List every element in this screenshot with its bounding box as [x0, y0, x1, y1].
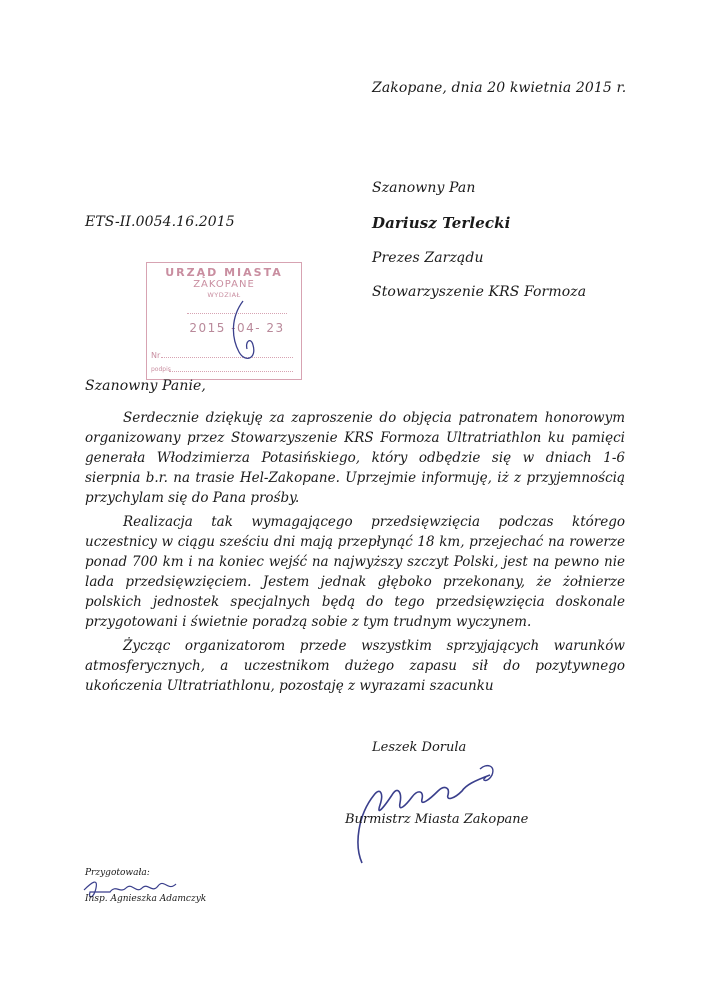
recipient-name: Dariusz Terlecki — [372, 214, 511, 232]
paragraph-3: Życząc organizatorom przede wszystkim sprzyjających warunków atmosferycznych, a uczestnikom dużego zapasu sił do pozytywnego ukończenia Ultratriathlonu, pozostaję z wyrazami szacunku — [85, 638, 625, 694]
reference-number: ETS-II.0054.16.2015 — [85, 214, 235, 230]
stamp-line3: WYDZIAŁ — [207, 291, 241, 299]
salutation: Szanowny Panie, — [85, 378, 206, 394]
paragraph-1: Serdecznie dziękuję za zaproszenie do objęcia patronatem honorowym organizowany przez Stowarzyszenie KRS Formoza Ultratriathlon ku pamięci generała Włodzimierza Potasińskiego, który odbędzie się w dniach 1-6 sierpnia b.r. na trasie Hel-Zakopane. Uprzejmie informuję, iż z przyjemnością przychylam się do Pana prośby. — [85, 410, 625, 506]
signer-role: Burmistrz Miasta Zakopane — [345, 812, 529, 827]
stamp-sign-label: podpis — [151, 366, 171, 373]
stamp-line1: URZĄD MIASTA — [165, 266, 283, 279]
prepared-by-name: Insp. Agnieszka Adamczyk — [85, 894, 207, 904]
stamp-date: 2015 -04- 23 — [187, 313, 287, 342]
received-stamp — [146, 262, 302, 380]
recipient-greeting: Szanowny Pan — [372, 180, 476, 196]
prepared-by-label: Przygotowała: — [85, 868, 150, 878]
stamp-line2: ZAKOPANE — [193, 279, 255, 290]
stamp-nr-label: Nr — [151, 351, 161, 360]
stamp-initial-scribble — [225, 297, 265, 369]
signer-name: Leszek Dorula — [372, 740, 467, 755]
recipient-position: Prezes Zarządu — [372, 250, 484, 266]
stamp-sign-line — [169, 371, 293, 372]
recipient-organization: Stowarzyszenie KRS Formoza — [372, 284, 587, 300]
paragraph-2: Realizacja tak wymagającego przedsięwzięcia podczas którego uczestnicy w ciągu sześciu dni mają przepłynąć 18 km, przejechać na rowerze ponad 700 km i na koniec wejść na najwyższy szczyt Polski, jest na pewno nie lada przedsięwzięciem. Jestem jednak głęboko przekonany, że żołnierze polskich jednostek specjalnych będą do tego przedsięwzięcia doskonale przygotowani i świetnie poradzą sobie z tym trudnym wyczynem. — [85, 514, 625, 630]
letter-date: Zakopane, dnia 20 kwietnia 2015 r. — [372, 80, 627, 96]
